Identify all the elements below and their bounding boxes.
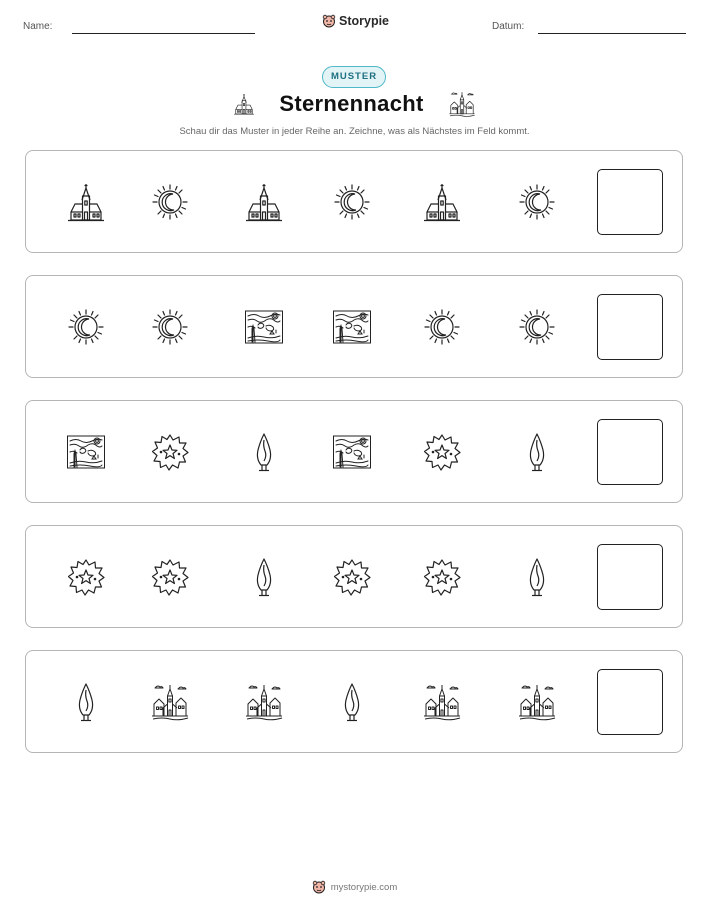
name-label: Name: <box>23 21 53 32</box>
name-line[interactable] <box>72 33 255 34</box>
answer-box[interactable] <box>597 544 663 610</box>
church-icon <box>233 93 255 115</box>
answer-box[interactable] <box>597 669 663 735</box>
answer-box[interactable] <box>597 419 663 485</box>
moon-sun-icon <box>150 307 190 347</box>
storypie-mascot-icon <box>312 880 326 894</box>
title-row <box>0 90 709 118</box>
moon-sun-icon <box>150 182 190 222</box>
date-line[interactable] <box>538 33 686 34</box>
village-icon <box>150 682 190 722</box>
moon-sun-icon <box>517 307 557 347</box>
category-badge: MUSTER <box>322 66 386 88</box>
church-icon <box>66 182 106 222</box>
starry-night-painting-icon <box>244 307 284 347</box>
village-icon <box>448 90 476 118</box>
church-icon <box>422 182 462 222</box>
star-burst-icon <box>332 557 372 597</box>
brand-name: Storypie <box>339 14 390 28</box>
pattern-row <box>25 275 683 378</box>
village-icon <box>244 682 284 722</box>
star-burst-icon <box>422 557 462 597</box>
moon-sun-icon <box>66 307 106 347</box>
star-burst-icon <box>150 557 190 597</box>
pattern-row <box>25 650 683 753</box>
star-burst-icon <box>150 432 190 472</box>
village-icon <box>422 682 462 722</box>
church-icon <box>244 182 284 222</box>
answer-box[interactable] <box>597 294 663 360</box>
storypie-mascot-icon <box>322 14 336 28</box>
cypress-tree-icon <box>517 432 557 472</box>
village-icon <box>517 682 557 722</box>
pattern-row <box>25 525 683 628</box>
instructions: Schau dir das Muster in jeder Reihe an. Zeichne, was als Nächstes im Feld kommt. <box>179 126 530 137</box>
footer <box>0 880 709 894</box>
brand-logo <box>322 14 389 28</box>
cypress-tree-icon <box>244 557 284 597</box>
starry-night-painting-icon <box>66 432 106 472</box>
star-burst-icon <box>66 557 106 597</box>
starry-night-painting-icon <box>332 432 372 472</box>
cypress-tree-icon <box>244 432 284 472</box>
star-burst-icon <box>422 432 462 472</box>
pattern-row <box>25 150 683 253</box>
cypress-tree-icon <box>517 557 557 597</box>
answer-box[interactable] <box>597 169 663 235</box>
date-label: Datum: <box>492 21 525 32</box>
footer-url[interactable]: mystorypie.com <box>330 881 398 893</box>
pattern-row <box>25 400 683 503</box>
moon-sun-icon <box>332 182 372 222</box>
moon-sun-icon <box>517 182 557 222</box>
moon-sun-icon <box>422 307 462 347</box>
page-title: Sternennacht <box>279 91 424 116</box>
cypress-tree-icon <box>66 682 106 722</box>
cypress-tree-icon <box>332 682 372 722</box>
starry-night-painting-icon <box>332 307 372 347</box>
